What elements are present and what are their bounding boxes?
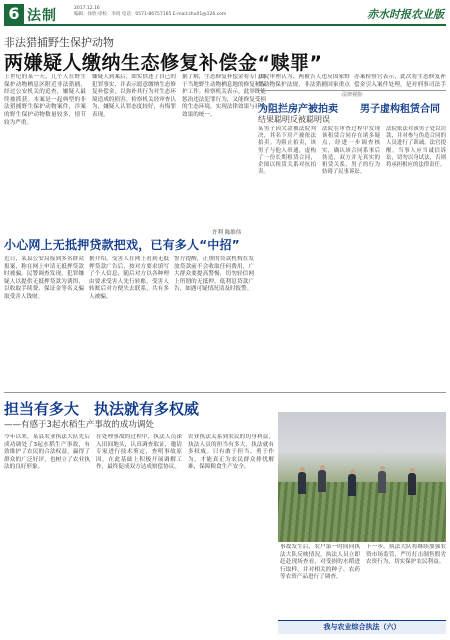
lead-column: 据了解，生态修复补偿金将专门用于当地野生动物栖息地的修复和保护工作。检察机关表示，此举既能惩治违法犯罪行为，又能修复受损的生态环境，实现法律效果与社会效果的统一。	[182, 74, 266, 118]
bottom-column: 下一步，执法大队将继续加强农资市场监管，严厉打击制售假劣农资行为，切实保护农民利益。	[366, 544, 446, 566]
side-column: 法院在审查过程中发现该租赁合同存在诸多疑点，经进一步调查核实，确认该合同系事后伪造，双方并无真实的租赁关系，男子的行为妨碍了民事诉讼。	[322, 126, 380, 176]
lead-column: 上世纪的某一天，几个人在野生保护动物栖息区附近非法猎捕，经过公安机关的追查，嫌疑人最终被抓获。本案是一起典型的非法猎捕野生保护动物案件，涉案的野生保护动物数量较多，情节较为严重。	[4, 74, 86, 126]
person-figure	[318, 470, 326, 492]
lead-headline: 两嫌疑人缴纳生态修复补偿金“赎罪”	[4, 52, 323, 74]
bottom-column: 今年以来，某县农业执法大队先后成功调处了3起水稻生产事故，有效维护了农民的合法权益，赢得了群众的广泛好评，也树立了农业执法的良好形象。	[4, 434, 90, 471]
lead-kicker: 非法猎捕野生保护动物	[4, 36, 114, 49]
article2-column: 据介绍，受害人在网上看到无抵押贷款广告后，按对方要求填写了个人信息，随后对方以各种理由要求受害人先行转账，受害人转账后对方便失去联系，共有多人被骗。	[89, 256, 169, 300]
bottom-headline: 担当有多大 执法就有多权威	[4, 400, 200, 418]
header-meta	[74, 6, 244, 18]
lead-column: 办案检察官表示，此次将生态修复补偿金引入案件处理，是对刑事司法手	[354, 74, 446, 88]
person-head	[410, 468, 415, 473]
section-divider	[4, 392, 446, 393]
news-photo	[278, 412, 446, 542]
section-title: 法制	[27, 8, 57, 24]
person-head	[300, 467, 305, 472]
bottom-subhead: ——有感于3起水稻生产事故的成功调处	[4, 420, 154, 430]
person-figure	[408, 473, 416, 495]
side-headline-left: 为阻拦房产被拍卖	[258, 104, 338, 115]
header-contact: 编辑：徐欣·审校：李琦 电话：0571-86757165 E-mail:zhu01@126.com	[74, 12, 227, 17]
side-headline-right: 男子虚构租赁合同	[360, 104, 440, 115]
header-date: 2017.12.16	[74, 6, 100, 11]
side-subhead: 结果聪明反被聪明误	[258, 115, 330, 124]
bottom-column: 在处理事故的过程中，执法人员深入田间地头，认真调查取证，邀请专家进行技术鉴定，查明事故原因，在此基础上积极开展调解工作，最终促成双方达成赔偿协议。	[96, 434, 182, 471]
bottom-column: 事故发生后，农户第一时间向执法大队反映情况，执法人员立即赶赴现场查看，对受损的水稻进行取样，并对相关的种子、农药等农资产品进行了调查。	[280, 544, 360, 581]
side-article-body	[258, 126, 446, 384]
series-tag: 我与农业综合执法（六）	[278, 620, 446, 634]
side-column: 法院依法对该男子处以罚款，并对参与伪造合同的人员进行了训诫。法官提醒，当事人应当诚信诉讼，切勿以身试法，否则将承担相应的法律责任。	[386, 126, 446, 169]
person-figure	[298, 472, 306, 494]
person-head	[320, 465, 325, 470]
person-figure	[348, 474, 356, 496]
lead-byline: 许利 陈维伟	[212, 230, 242, 236]
lead-continued	[258, 74, 446, 88]
person-head	[350, 469, 355, 474]
person-figure	[378, 471, 386, 493]
lead-column: 法院审理认为，两被告人违反国家野生动物保护法规，非法猎捕国家重点	[258, 74, 350, 88]
article2-body	[4, 256, 254, 388]
side-column: 某男子因欠款被法院判决，其名下房产被依法拍卖。为阻止拍卖，该男子与他人串通，虚构了一份长期租赁合同，企图以租赁关系对抗拍卖。	[258, 126, 316, 176]
article2-headline: 小心网上无抵押贷款把戏，已有多人“中招”	[4, 238, 240, 252]
article2-column: 近日，某县公安局接到多名群众报案，称在网上申请无抵押贷款时被骗。民警调查发现，犯罪嫌疑人以提供无抵押贷款为诱饵，以收取手续费、保证金等名义骗取受害人钱财。	[4, 256, 84, 300]
side-article	[258, 90, 446, 390]
side-column-tag: ·法律视窗·	[258, 90, 446, 98]
article2-column: 警方提醒，正规的贷款机构在发放贷款前不会收取任何费用，广大群众要提高警惕，切勿轻信网上所谓的无抵押、低利息贷款广告，如遇可疑情况请及时报警。	[174, 256, 254, 293]
lead-column: 嫌疑人到案后，如实供述了自己的犯罪事实，并表示愿意缴纳生态修复补偿金，以弥补其行为对生态环境造成的损害。检察机关经审查认为，嫌疑人认罪态度较好，有悔罪表现。	[92, 74, 176, 118]
masthead-brand: 赤水时报农业版	[367, 8, 444, 21]
person-head	[380, 466, 385, 471]
page-number: 6	[4, 4, 24, 24]
page-header	[4, 4, 446, 26]
bottom-column: 农业执法关系到农民的切身利益，执法人员的担当有多大，执法就有多权威。只有敢于担当、勇于作为，才能真正为农民群众排忧解难，保障粮食生产安全。	[188, 434, 274, 471]
